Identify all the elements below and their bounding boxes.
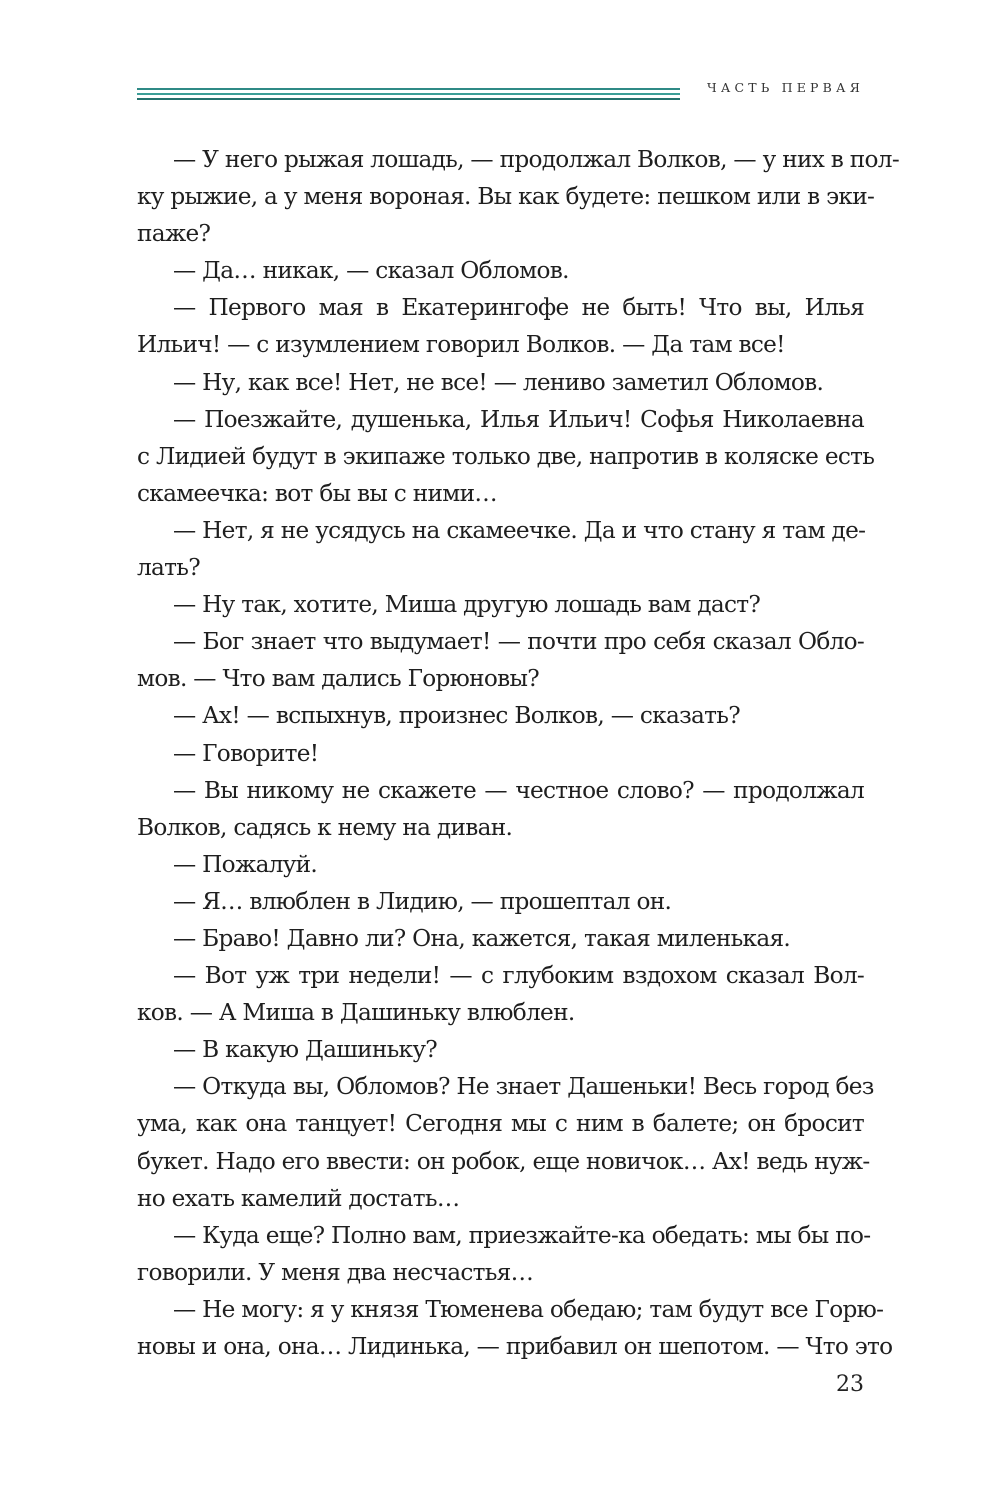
running-head: ЧАСТЬ ПЕРВАЯ [706,80,864,95]
text-line: — Вы никому не скажете — честное слово? — продолжал [173,776,864,804]
text-line: ку рыжие, а у меня вороная. Вы как будете: пешком или в эки- [137,183,875,211]
text-line: — Нет, я не усядусь на скамеечке. Да и что стану я там де- [173,516,866,544]
text-line: — Куда еще? Полно вам, приезжайте-ка обедать: мы бы по- [173,1221,871,1249]
text-line: — Поезжайте, душенька, Илья Ильич! Софья Николаевна [173,405,864,433]
text-line: — У него рыжая лошадь, — продолжал Волков, — у них в пол- [173,146,899,173]
text-line: с Лидией будут в экипаже только две, напротив в коляске есть [137,442,875,470]
header-rule-line [137,88,680,90]
text-line: но ехать камелий достать… [137,1184,460,1212]
text-line: ков. — А Миша в Дашиньку влюблен. [137,999,575,1027]
header-rule-line [137,98,680,100]
header-rule-line [137,93,680,95]
text-line: — Ну так, хотите, Миша другую лошадь вам даст? [173,591,761,619]
text-line: — Бог знает что выдумает! — почти про себя сказал Обло- [173,628,864,656]
text-line: лать? [137,554,200,582]
text-line: скамеечка: вот бы вы с ними… [137,479,497,507]
page-number: 23 [836,1372,864,1397]
text-line: букет. Надо его ввести: он робок, еще новичок… Ах! ведь нуж- [137,1147,870,1175]
text-line: — В какую Дашиньку? [173,1036,438,1064]
text-line: — Первого мая в Екатерингофе не быть! Что вы, Илья [173,294,864,322]
text-line: паже? [137,220,211,248]
text-line: Волков, садясь к нему на диван. [137,813,513,841]
text-line: говорили. У меня два несчастья… [137,1258,534,1286]
text-line: — Браво! Давно ли? Она, кажется, такая миленькая. [173,924,791,952]
text-line: ума, как она танцует! Сегодня мы с ним в балете; он бросит [137,1110,864,1138]
text-line: — Говорите! [173,739,319,767]
text-line: мов. — Что вам дались Горюновы? [137,665,539,693]
text-line: — Ах! — вспыхнув, произнес Волков, — сказать? [173,702,740,730]
text-line: — Ну, как все! Нет, не все! — лениво заметил Обломов. [173,368,824,396]
text-line: — Откуда вы, Обломов? Не знает Дашеньки! Весь город без [173,1073,874,1101]
text-line: — Не могу: я у князя Тюменева обедаю; там будут все Горю- [173,1295,884,1323]
text-line: — Да… никак, — сказал Обломов. [173,257,569,285]
text-line: — Вот уж три недели! — с глубоким вздохом сказал Вол- [173,962,864,990]
text-line: новы и она, она… Лидинька, — прибавил он шепотом. — Что это [137,1333,893,1360]
text-line: — Пожалуй. [173,850,318,878]
text-line: — Я… влюблен в Лидию, — прошептал он. [173,887,672,915]
body-text [137,141,899,1365]
text-line: Ильич! — с изумлением говорил Волков. — Да там все! [137,331,785,359]
